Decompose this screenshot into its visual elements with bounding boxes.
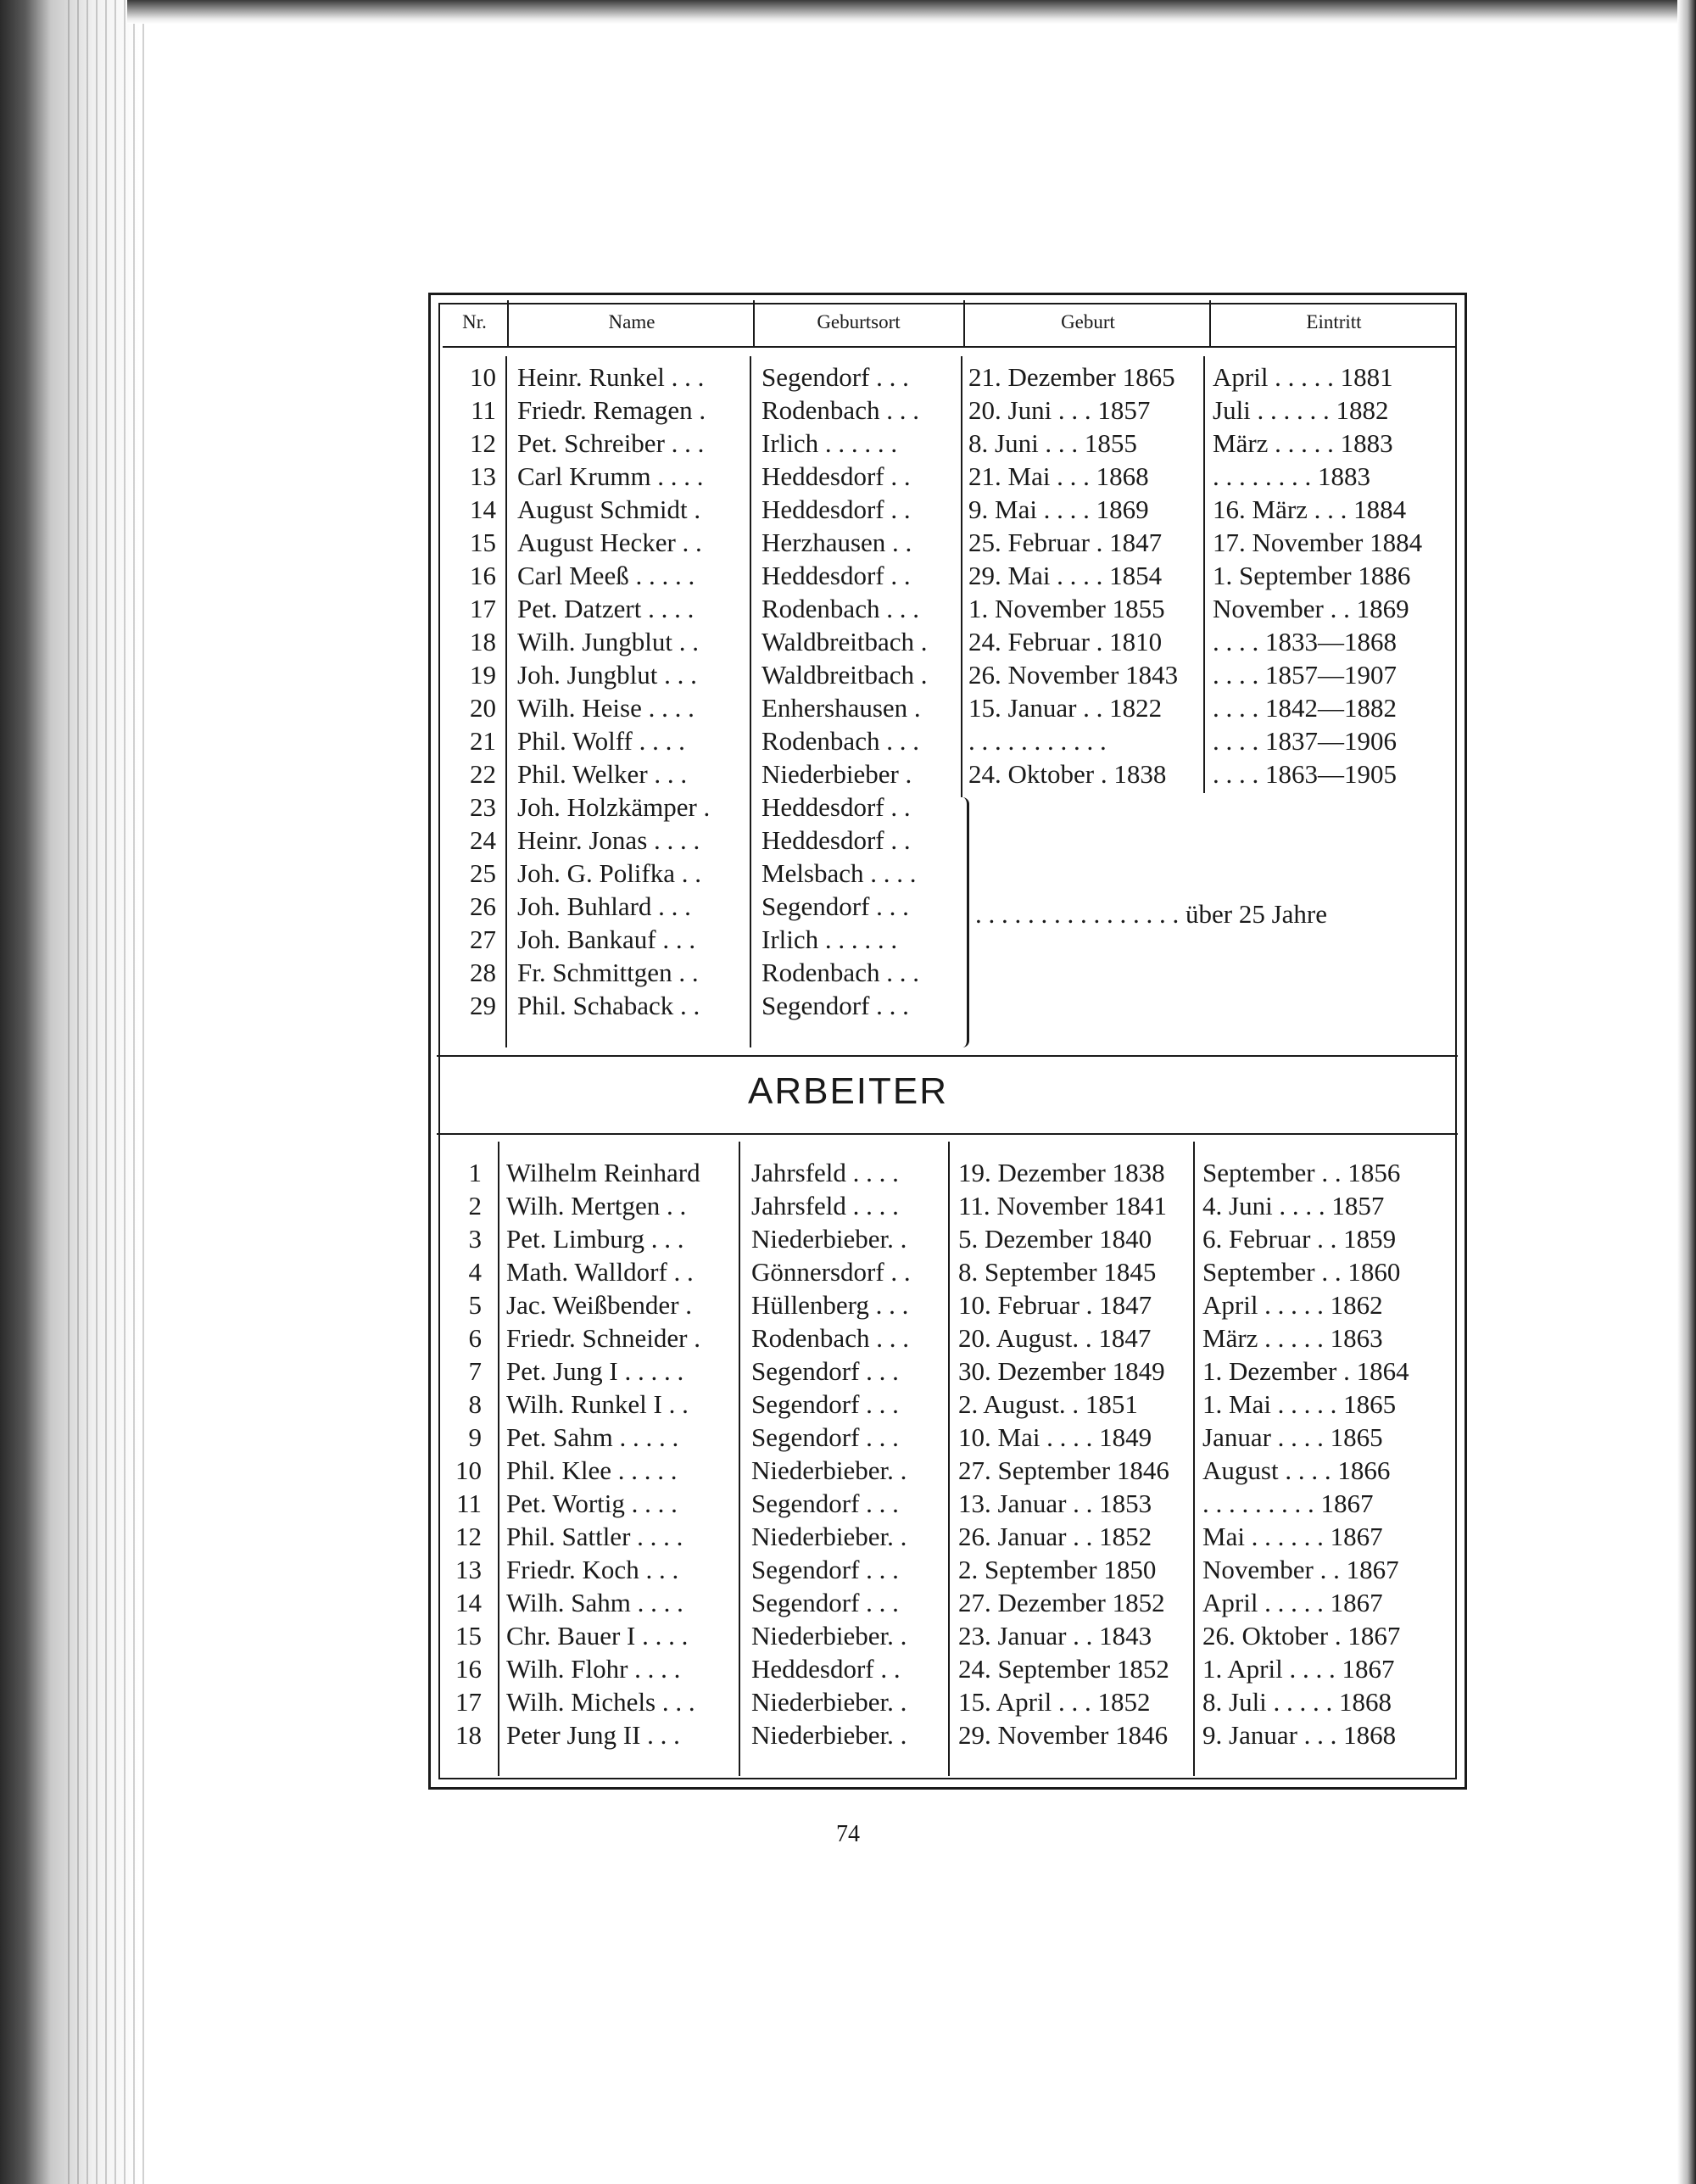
table-row	[0, 592, 1696, 625]
nr-cell: 2	[468, 1191, 482, 1220]
birthplace-cell: Niederbieber. .	[751, 1720, 907, 1750]
birth-date-cell: 9. Mai . . . . 1869	[968, 494, 1149, 524]
birth-date-cell: 29. November 1846	[958, 1720, 1169, 1750]
page-number: 74	[836, 1821, 860, 1847]
birthplace-cell: Irlich . . . . . .	[762, 924, 898, 954]
book-top-edge	[127, 0, 1696, 24]
name-cell: Joh. Holzkämper .	[517, 792, 711, 822]
entry-date-cell: . . . . 1863—1905	[1213, 759, 1397, 789]
nr-cell: 13	[470, 461, 496, 491]
nr-cell: 17	[455, 1687, 482, 1717]
birthplace-cell: Rodenbach . . .	[762, 594, 919, 623]
header-divider	[1209, 300, 1211, 346]
birthplace-cell: Enhershausen .	[762, 693, 921, 723]
birth-date-cell: 15. April . . . 1852	[958, 1687, 1151, 1717]
birthplace-cell: Waldbreitbach .	[762, 660, 928, 690]
birthplace-cell: Waldbreitbach .	[762, 627, 928, 656]
birth-date-cell: 13. Januar . . 1853	[958, 1489, 1152, 1518]
table-row	[0, 360, 1696, 394]
entry-date-cell: 6. Februar . . 1859	[1202, 1224, 1397, 1254]
name-cell: Phil. Klee . . . . .	[506, 1455, 678, 1485]
name-cell: Friedr. Remagen .	[517, 395, 706, 425]
table-row	[0, 956, 1696, 989]
table-row	[0, 923, 1696, 956]
table-row	[0, 1520, 1696, 1553]
name-cell: Phil. Sattler . . . .	[506, 1522, 683, 1551]
birthplace-cell: Segendorf . . .	[762, 991, 909, 1020]
section-rule-bottom	[437, 1133, 1458, 1135]
nr-cell: 5	[468, 1290, 482, 1320]
name-cell: Peter Jung II . . .	[506, 1720, 680, 1750]
birthplace-cell: Herzhausen . .	[762, 528, 912, 557]
nr-cell: 17	[470, 594, 496, 623]
header-divider	[507, 300, 509, 346]
birth-date-cell: 26. Januar . . 1852	[958, 1522, 1152, 1551]
birthplace-cell: Niederbieber. .	[751, 1224, 907, 1254]
table-row	[0, 559, 1696, 592]
nr-cell: 3	[468, 1224, 482, 1254]
table-row	[0, 526, 1696, 559]
entry-date-cell: . . . . . . . . 1883	[1213, 461, 1370, 491]
birth-date-cell: 25. Februar . 1847	[968, 528, 1163, 557]
entry-date-cell: September . . 1860	[1202, 1257, 1401, 1287]
name-cell: Friedr. Schneider .	[506, 1323, 701, 1353]
birth-date-cell: 21. Mai . . . 1868	[968, 461, 1149, 491]
name-cell: Wilh. Sahm . . . .	[506, 1588, 683, 1617]
birthplace-cell: Segendorf . . .	[762, 891, 909, 921]
name-cell: August Hecker . .	[517, 528, 702, 557]
header-divider	[753, 300, 755, 346]
birthplace-cell: Rodenbach . . .	[762, 726, 919, 756]
header-divider	[963, 300, 965, 346]
birthplace-cell: Segendorf . . .	[751, 1588, 899, 1617]
nr-cell: 12	[470, 428, 496, 458]
name-cell: Chr. Bauer I . . . .	[506, 1621, 689, 1651]
name-cell: Fr. Schmittgen . .	[517, 958, 699, 987]
name-cell: August Schmidt .	[517, 494, 701, 524]
table-row	[0, 1652, 1696, 1685]
nr-cell: 22	[470, 759, 496, 789]
nr-cell: 14	[455, 1588, 482, 1617]
section-rule-top	[437, 1055, 1458, 1057]
nr-cell: 12	[455, 1522, 482, 1551]
birth-date-cell: 8. Juni . . . 1855	[968, 428, 1137, 458]
name-cell: Jac. Weißbender .	[506, 1290, 693, 1320]
section-title: ARBEITER	[747, 1070, 949, 1112]
nr-cell: 27	[470, 924, 496, 954]
entry-date-cell: 26. Oktober . 1867	[1202, 1621, 1401, 1651]
table-row	[0, 1586, 1696, 1619]
table-row	[0, 1255, 1696, 1288]
birth-date-cell: 8. September 1845	[958, 1257, 1157, 1287]
birthplace-cell: Segendorf . . .	[751, 1422, 899, 1452]
birthplace-cell: Hüllenberg . . .	[751, 1290, 909, 1320]
name-cell: Pet. Wortig . . . .	[506, 1489, 678, 1518]
birth-date-cell: 10. Februar . 1847	[958, 1290, 1152, 1320]
entry-date-cell: April . . . . . 1881	[1213, 362, 1393, 392]
birthplace-cell: Heddesdorf . .	[762, 461, 911, 491]
birthplace-cell: Jahrsfeld . . . .	[751, 1158, 899, 1187]
name-cell: Pet. Sahm . . . . .	[506, 1422, 679, 1452]
nr-cell: 6	[468, 1323, 482, 1353]
name-cell: Wilh. Runkel I . .	[506, 1389, 689, 1419]
table-row	[0, 989, 1696, 1022]
nr-cell: 16	[455, 1654, 482, 1684]
table-row	[0, 1189, 1696, 1222]
nr-cell: 11	[471, 395, 496, 425]
birthplace-cell: Heddesdorf . .	[762, 792, 911, 822]
nr-cell: 4	[468, 1257, 482, 1287]
birthplace-cell: Heddesdorf . .	[762, 494, 911, 524]
table-row	[0, 1619, 1696, 1652]
entry-date-cell: 4. Juni . . . . 1857	[1202, 1191, 1385, 1220]
birth-date-cell: 27. September 1846	[958, 1455, 1169, 1485]
birth-date-cell: 20. Juni . . . 1857	[968, 395, 1151, 425]
header-name: Name	[608, 311, 656, 332]
entry-date-cell: 16. März . . . 1884	[1213, 494, 1407, 524]
entry-date-cell: November . . 1867	[1202, 1555, 1399, 1584]
birthplace-cell: Niederbieber. .	[751, 1621, 907, 1651]
name-cell: Joh. Jungblut . . .	[517, 660, 697, 690]
birth-date-cell: 19. Dezember 1838	[958, 1158, 1165, 1187]
header-bottom-rule	[443, 346, 1457, 348]
entry-date-cell: 1. September 1886	[1213, 561, 1411, 590]
entry-date-cell: 17. November 1884	[1213, 528, 1423, 557]
nr-cell: 14	[470, 494, 496, 524]
entry-date-cell: . . . . 1857—1907	[1213, 660, 1397, 690]
name-cell: Pet. Datzert . . . .	[517, 594, 695, 623]
birthplace-cell: Segendorf . . .	[762, 362, 909, 392]
entry-date-cell: . . . . 1833—1868	[1213, 627, 1397, 656]
birthplace-cell: Niederbieber .	[762, 759, 912, 789]
birth-date-cell: 5. Dezember 1840	[958, 1224, 1152, 1254]
entry-date-cell: April . . . . . 1867	[1202, 1588, 1383, 1617]
birth-date-cell: . . . . . . . . . . .	[968, 726, 1107, 756]
name-cell: Phil. Schaback . .	[517, 991, 700, 1020]
birthplace-cell: Irlich . . . . . .	[762, 428, 898, 458]
header-geburtsort: Geburtsort	[817, 311, 901, 332]
nr-cell: 24	[470, 825, 496, 855]
nr-cell: 1	[468, 1158, 482, 1187]
nr-cell: 10	[455, 1455, 482, 1485]
birthplace-cell: Segendorf . . .	[751, 1356, 899, 1386]
name-cell: Joh. G. Polifka . .	[517, 858, 701, 888]
table-row	[0, 757, 1696, 790]
name-cell: Math. Walldorf . .	[506, 1257, 694, 1287]
table-row	[0, 1222, 1696, 1255]
birthplace-cell: Niederbieber. .	[751, 1687, 907, 1717]
table-row	[0, 658, 1696, 691]
birth-date-cell: 10. Mai . . . . 1849	[958, 1422, 1152, 1452]
nr-cell: 10	[470, 362, 496, 392]
nr-cell: 28	[470, 958, 496, 987]
name-cell: Joh. Buhlard . . .	[517, 891, 691, 921]
birth-date-cell: 20. August. . 1847	[958, 1323, 1152, 1353]
birth-date-cell: 15. Januar . . 1822	[968, 693, 1163, 723]
table-row	[0, 1156, 1696, 1189]
entry-date-cell: 9. Januar . . . 1868	[1202, 1720, 1397, 1750]
birthplace-cell: Heddesdorf . .	[751, 1654, 901, 1684]
birthplace-cell: Niederbieber. .	[751, 1455, 907, 1485]
entry-date-cell: . . . . 1842—1882	[1213, 693, 1397, 723]
nr-cell: 26	[470, 891, 496, 921]
table-row	[0, 394, 1696, 427]
birth-date-cell: 11. November 1841	[958, 1191, 1167, 1220]
name-cell: Heinr. Jonas . . . .	[517, 825, 700, 855]
birth-date-cell: 30. Dezember 1849	[958, 1356, 1165, 1386]
name-cell: Pet. Limburg . . .	[506, 1224, 684, 1254]
name-cell: Joh. Bankauf . . .	[517, 924, 696, 954]
name-cell: Friedr. Koch . . .	[506, 1555, 679, 1584]
name-cell: Wilh. Mertgen . .	[506, 1191, 687, 1220]
entry-date-cell: Mai . . . . . . 1867	[1202, 1522, 1383, 1551]
name-cell: Pet. Jung I . . . . .	[506, 1356, 684, 1386]
table-row	[0, 1487, 1696, 1520]
nr-cell: 9	[468, 1422, 482, 1452]
entry-date-cell: April . . . . . 1862	[1202, 1290, 1383, 1320]
entry-date-cell: Juli . . . . . . 1882	[1213, 395, 1389, 425]
entry-date-cell: 1. Dezember . 1864	[1202, 1356, 1409, 1386]
name-cell: Wilhelm Reinhard	[506, 1158, 700, 1187]
header-nr: Nr.	[462, 311, 487, 332]
birth-date-cell: 29. Mai . . . . 1854	[968, 561, 1163, 590]
birthplace-cell: Segendorf . . .	[751, 1389, 899, 1419]
birth-date-cell: 24. Oktober . 1838	[968, 759, 1167, 789]
entry-date-cell: 8. Juli . . . . . 1868	[1202, 1687, 1392, 1717]
entry-date-cell: . . . . 1837—1906	[1213, 726, 1397, 756]
name-cell: Wilh. Flohr . . . .	[506, 1654, 681, 1684]
table-row	[0, 824, 1696, 857]
nr-cell: 7	[468, 1356, 482, 1386]
birthplace-cell: Heddesdorf . .	[762, 561, 911, 590]
table-row	[0, 1288, 1696, 1321]
name-cell: Phil. Wolff . . . .	[517, 726, 685, 756]
table-row	[0, 1718, 1696, 1751]
birthplace-cell: Niederbieber. .	[751, 1522, 907, 1551]
nr-cell: 19	[470, 660, 496, 690]
birth-date-cell: 27. Dezember 1852	[958, 1588, 1165, 1617]
entry-date-cell: Januar . . . . 1865	[1202, 1422, 1383, 1452]
table-row	[0, 1553, 1696, 1586]
table-row	[0, 1321, 1696, 1355]
name-cell: Wilh. Heise . . . .	[517, 693, 695, 723]
birthplace-cell: Heddesdorf . .	[762, 825, 911, 855]
group-note: . . . . . . . . . . . . . . . . über 25 Jahre	[975, 899, 1327, 929]
nr-cell: 20	[470, 693, 496, 723]
entry-date-cell: September . . 1856	[1202, 1158, 1401, 1187]
birthplace-cell: Jahrsfeld . . . .	[751, 1191, 899, 1220]
entry-date-cell: . . . . . . . . . 1867	[1202, 1489, 1374, 1518]
birth-date-cell: 21. Dezember 1865	[968, 362, 1175, 392]
birthplace-cell: Melsbach . . . .	[762, 858, 917, 888]
table-row	[0, 1355, 1696, 1388]
nr-cell: 29	[470, 991, 496, 1020]
entry-date-cell: November . . 1869	[1213, 594, 1409, 623]
table-row	[0, 857, 1696, 890]
table-row	[0, 790, 1696, 824]
name-cell: Heinr. Runkel . . .	[517, 362, 705, 392]
entry-date-cell: März . . . . . 1883	[1213, 428, 1393, 458]
birth-date-cell: 23. Januar . . 1843	[958, 1621, 1152, 1651]
entry-date-cell: August . . . . 1866	[1202, 1455, 1391, 1485]
birthplace-cell: Rodenbach . . .	[762, 958, 919, 987]
nr-cell: 15	[455, 1621, 482, 1651]
nr-cell: 21	[470, 726, 496, 756]
nr-cell: 8	[468, 1389, 482, 1419]
header-eintritt: Eintritt	[1306, 311, 1362, 332]
birth-date-cell: 2. August. . 1851	[958, 1389, 1138, 1419]
nr-cell: 13	[455, 1555, 482, 1584]
table-row	[0, 724, 1696, 757]
header-geburt: Geburt	[1061, 311, 1115, 332]
entry-date-cell: 1. April . . . . 1867	[1202, 1654, 1395, 1684]
name-cell: Wilh. Michels . . .	[506, 1687, 695, 1717]
table-row	[0, 493, 1696, 526]
table-row	[0, 1454, 1696, 1487]
birthplace-cell: Rodenbach . . .	[762, 395, 919, 425]
nr-cell: 25	[470, 858, 496, 888]
table-row	[0, 427, 1696, 460]
birth-date-cell: 1. November 1855	[968, 594, 1165, 623]
name-cell: Carl Meeß . . . . .	[517, 561, 695, 590]
name-cell: Pet. Schreiber . . .	[517, 428, 705, 458]
nr-cell: 23	[470, 792, 496, 822]
birth-date-cell: 2. September 1850	[958, 1555, 1157, 1584]
table-row	[0, 1685, 1696, 1718]
name-cell: Carl Krumm . . . .	[517, 461, 704, 491]
entry-date-cell: März . . . . . 1863	[1202, 1323, 1383, 1353]
entry-date-cell: 1. Mai . . . . . 1865	[1202, 1389, 1397, 1419]
birth-date-cell: 24. September 1852	[958, 1654, 1169, 1684]
birthplace-cell: Segendorf . . .	[751, 1555, 899, 1584]
birthplace-cell: Rodenbach . . .	[751, 1323, 909, 1353]
nr-cell: 16	[470, 561, 496, 590]
table-row	[0, 1421, 1696, 1454]
birth-date-cell: 24. Februar . 1810	[968, 627, 1163, 656]
nr-cell: 18	[455, 1720, 482, 1750]
table-row	[0, 1388, 1696, 1421]
birthplace-cell: Segendorf . . .	[751, 1489, 899, 1518]
name-cell: Wilh. Jungblut . .	[517, 627, 700, 656]
nr-cell: 11	[456, 1489, 482, 1518]
table-row	[0, 691, 1696, 724]
table-row	[0, 625, 1696, 658]
table-row	[0, 890, 1696, 923]
name-cell: Phil. Welker . . .	[517, 759, 688, 789]
table-row	[0, 460, 1696, 493]
birth-date-cell: 26. November 1843	[968, 660, 1179, 690]
nr-cell: 18	[470, 627, 496, 656]
nr-cell: 15	[470, 528, 496, 557]
birthplace-cell: Gönnersdorf . .	[751, 1257, 911, 1287]
